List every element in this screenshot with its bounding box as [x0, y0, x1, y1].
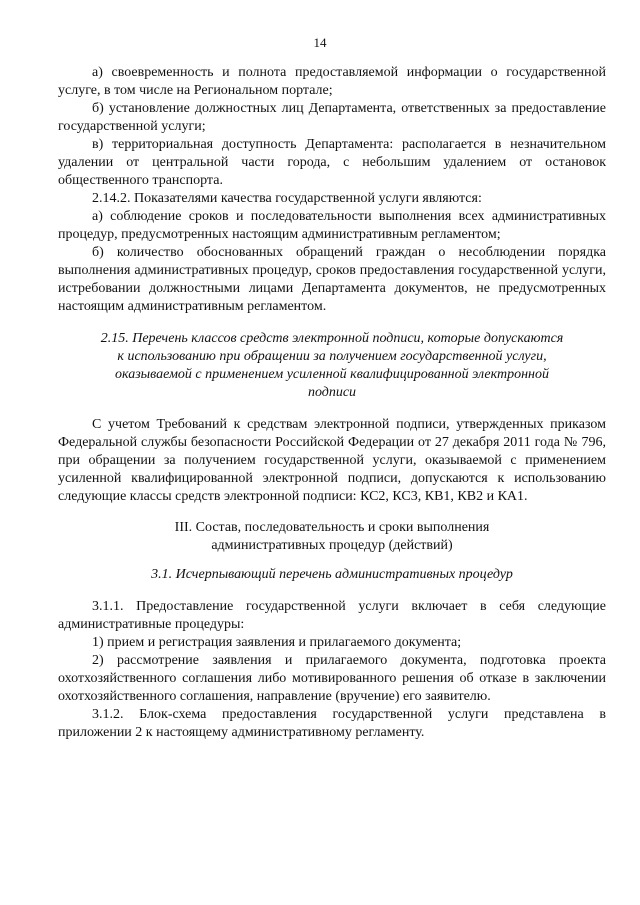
paragraph-2-14-1-v: в) территориальная доступность Департамента: располагается в незначительном удалении от центральной части города, с небольшим удалением от остановок общественного транспорта. — [58, 137, 606, 188]
section-3-title-line2: административных процедур (действий) — [211, 538, 453, 553]
paragraph-2-14-2-b: б) количество обоснованных обращений граждан о несоблюдении порядка выполнения административных процедур, сроков предоставления государственной услуги, истребовании должностными лицами Департамента документов, не предусмотренных настоящим административным регламентом. — [58, 245, 606, 314]
paragraph-2-14-1-b: б) установление должностных лиц Департамента, ответственных за предоставление государственной услуги; — [58, 101, 606, 134]
heading-3-1: 3.1. Исчерпывающий перечень административных процедур — [151, 567, 513, 582]
paragraph-2-14-1-a: а) своевременность и полнота предоставляемой информации о государственной услуге, в том числе на Региональном портале; — [58, 65, 606, 98]
paragraph-2-14-2: 2.14.2. Показателями качества государственной услуги являются: — [92, 191, 482, 206]
heading-2-15: 2.15. Перечень классов средств электронной подписи, которые допускаются к использованию при обращении за получением государственной услуги, оказываемой с применением усиленной квалифицированной электронной подписи — [100, 331, 564, 400]
paragraph-3-1-1: 3.1.1. Предоставление государственной услуги включает в себя следующие административные процедуры: — [58, 599, 606, 632]
paragraph-3-1-1-item1: 1) прием и регистрация заявления и прилагаемого документа; — [92, 635, 462, 650]
paragraph-2-15: С учетом Требований к средствам электронной подписи, утвержденных приказом Федеральной службы безопасности Российской Федерации от 27 декабря 2011 года № 796, при обращении за получением государственной услуги, оказываемой с применением усиленной квалифицированной электронной подписи, допускаются к использованию следующие классы средств электронной подписи: КС2, КС3, КВ1, КВ2 и КА1. — [58, 417, 606, 504]
page-number: 14 — [313, 35, 327, 50]
paragraph-3-1-1-item2: 2) рассмотрение заявления и прилагаемого документа, подготовка проекта охотхозяйственного соглашения либо мотивированного решения об отказе в заключении охотхозяйственного соглашения, направление (вручение) его заявителю. — [58, 653, 606, 704]
page-body — [58, 64, 606, 742]
paragraph-3-1-2: 3.1.2. Блок-схема предоставления государственной услуги представлена в приложении 2 к настоящему административному регламенту. — [58, 707, 606, 740]
section-3-title-line1: III. Состав, последовательность и сроки выполнения — [174, 520, 490, 535]
paragraph-2-14-2-a: а) соблюдение сроков и последовательности выполнения всех административных процедур, предусмотренных настоящим административным регламентом; — [58, 209, 606, 242]
